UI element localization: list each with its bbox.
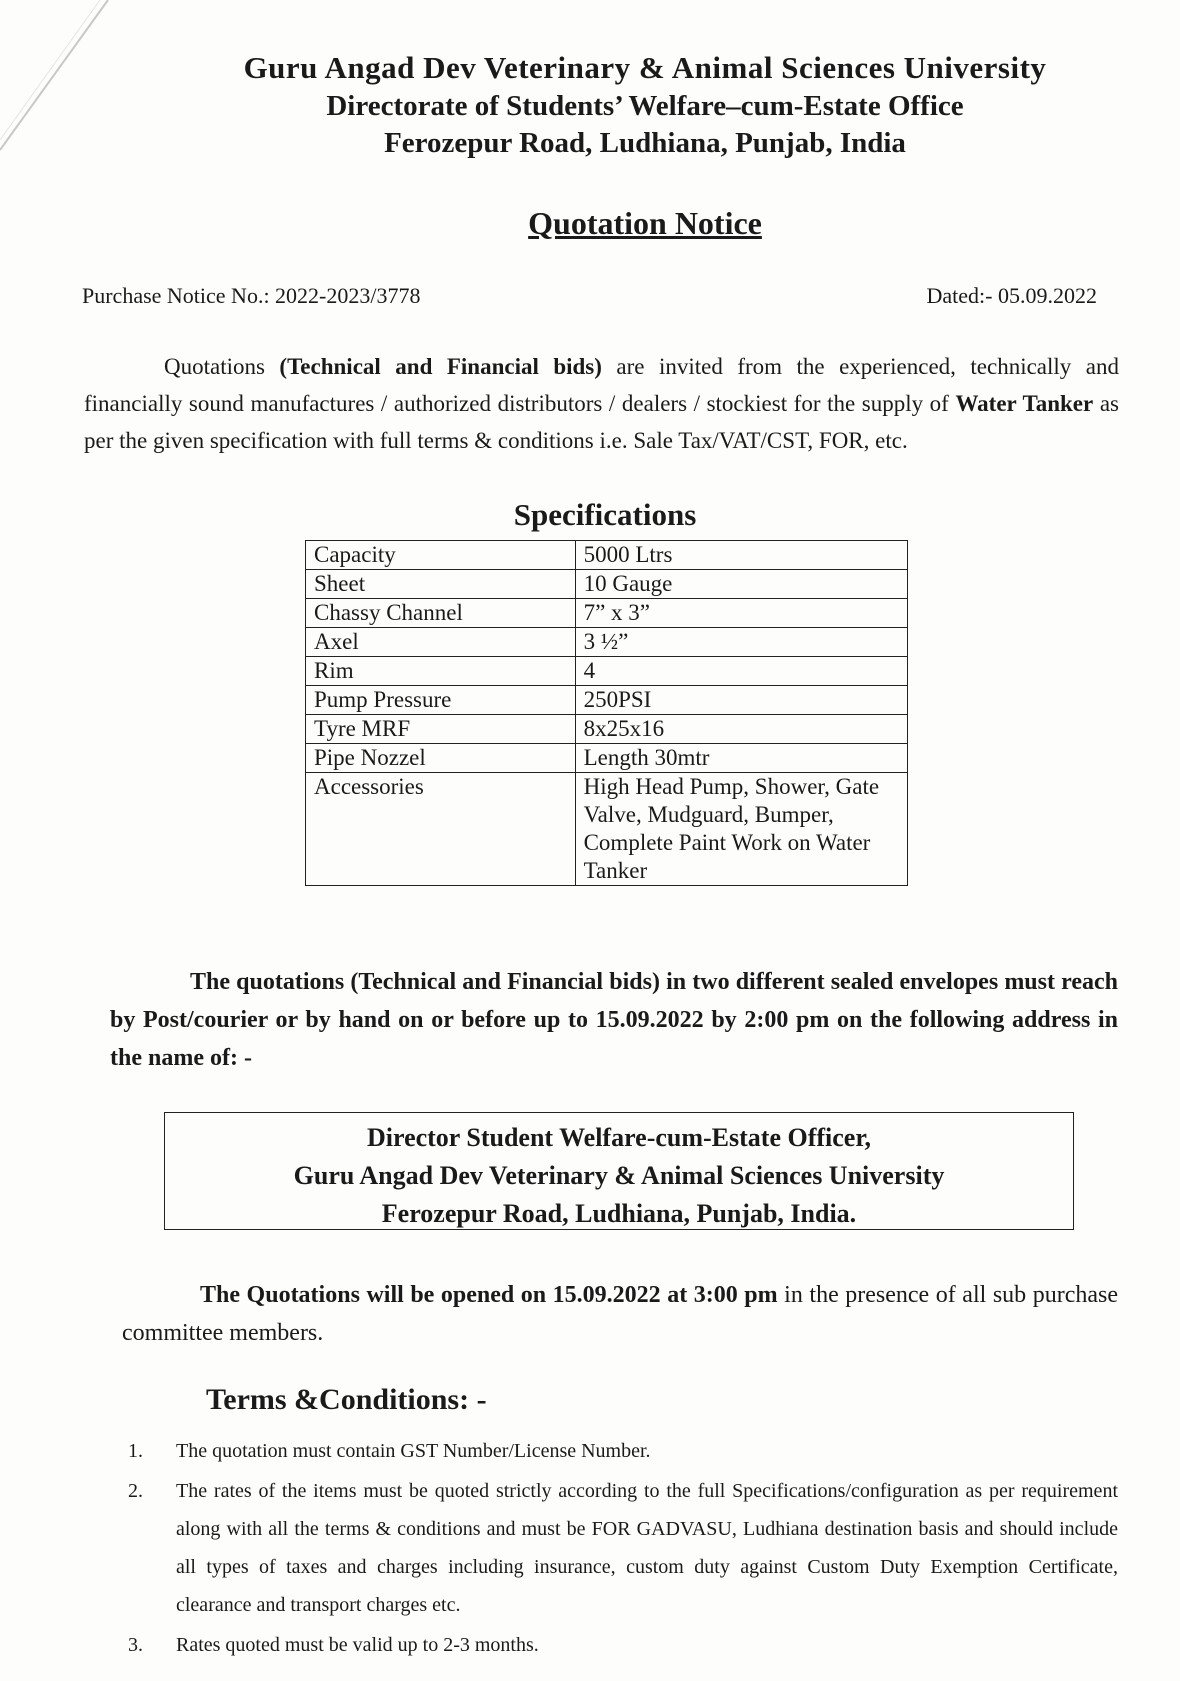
spec-row	[306, 773, 908, 886]
opening-paragraph: The Quotations will be opened on 15.09.2022 at 3:00 pm in the presence of all sub purchase committee members.	[122, 1282, 1119, 1346]
address-line-2: Guru Angad Dev Veterinary & Animal Sciences University	[293, 1161, 945, 1190]
terms-list	[128, 1432, 1118, 1666]
bids-emphasis: (Technical and Financial bids)	[279, 354, 602, 379]
spec-value: 5000 Ltrs	[575, 541, 907, 570]
term-item: 1. The quotation must contain GST Number/License Number.	[128, 1440, 651, 1462]
spec-row	[306, 744, 908, 773]
spec-key: Rim	[306, 657, 576, 686]
address-box	[164, 1112, 1074, 1230]
spec-value: 250PSI	[575, 686, 907, 715]
specifications-heading: Specifications	[513, 497, 697, 532]
opening-emphasis: The Quotations will be opened on 15.09.2022 at 3:00 pm	[200, 1282, 778, 1308]
purchase-notice-number: Purchase Notice No.: 2022-2023/3778	[82, 283, 421, 308]
university-address: Ferozepur Road, Ludhiana, Punjab, India	[384, 127, 906, 159]
spec-key: Pipe Nozzel	[306, 744, 576, 773]
spec-value: 8x25x16	[575, 715, 907, 744]
term-item: 3. Rates quoted must be valid up to 2-3 months.	[128, 1634, 539, 1656]
specifications-table	[305, 540, 908, 886]
spec-row	[306, 686, 908, 715]
spec-row	[306, 541, 908, 570]
spec-key: Pump Pressure	[306, 686, 576, 715]
spec-value: 4	[575, 657, 907, 686]
term-item: 2. The rates of the items must be quoted strictly according to the full Specifications/configuration as per requirement along with all the terms & conditions and must be FOR GADVASU, Ludhiana destination basis and should include all types of taxes and charges including insurance, custom duty against Custom Duty Exemption Certificate, clearance and transport charges etc.	[128, 1480, 1118, 1616]
spec-key: Chassy Channel	[306, 599, 576, 628]
terms-heading: Terms &Conditions: -	[206, 1383, 487, 1416]
spec-row	[306, 628, 908, 657]
spec-value: Length 30mtr	[575, 744, 907, 773]
letterhead	[0, 50, 1180, 160]
spec-value: 3 ½”	[575, 628, 907, 657]
spec-key: Capacity	[306, 541, 576, 570]
university-name: Guru Angad Dev Veterinary & Animal Sciences University	[243, 50, 1047, 85]
notice-title: Quotation Notice	[528, 205, 762, 241]
spec-row	[306, 570, 908, 599]
spec-row	[306, 715, 908, 744]
spec-key: Sheet	[306, 570, 576, 599]
spec-value: 10 Gauge	[575, 570, 907, 599]
spec-key: Tyre MRF	[306, 715, 576, 744]
intro-paragraph: Quotations (Technical and Financial bids) are invited from the experienced, technically and financially sound manufactures / authorized distributors / dealers / stockiest for the supply of Water Tanker as per the given specification with full terms & conditions i.e. Sale Tax/VAT/CST, FOR, etc.	[84, 354, 1119, 453]
item-emphasis: Water Tanker	[955, 391, 1094, 416]
spec-key: Accessories	[306, 773, 576, 886]
address-line-1: Director Student Welfare-cum-Estate Officer,	[367, 1123, 871, 1152]
spec-value: 7” x 3”	[575, 599, 907, 628]
address-line-3: Ferozepur Road, Ludhiana, Punjab, India.	[381, 1199, 857, 1228]
spec-row	[306, 599, 908, 628]
spec-value: High Head Pump, Shower, Gate Valve, Mudguard, Bumper, Complete Paint Work on Water Tanker	[575, 773, 907, 886]
notice-date: Dated:- 05.09.2022	[926, 283, 1097, 308]
spec-key: Axel	[306, 628, 576, 657]
spec-row	[306, 657, 908, 686]
submission-paragraph: The quotations (Technical and Financial bids) in two different sealed envelopes must reach by Post/courier or by hand on or before up to 15.09.2022 by 2:00 pm on the following address in the name of: -	[110, 969, 1118, 1071]
directorate-name: Directorate of Students’ Welfare–cum-Estate Office	[326, 90, 964, 122]
